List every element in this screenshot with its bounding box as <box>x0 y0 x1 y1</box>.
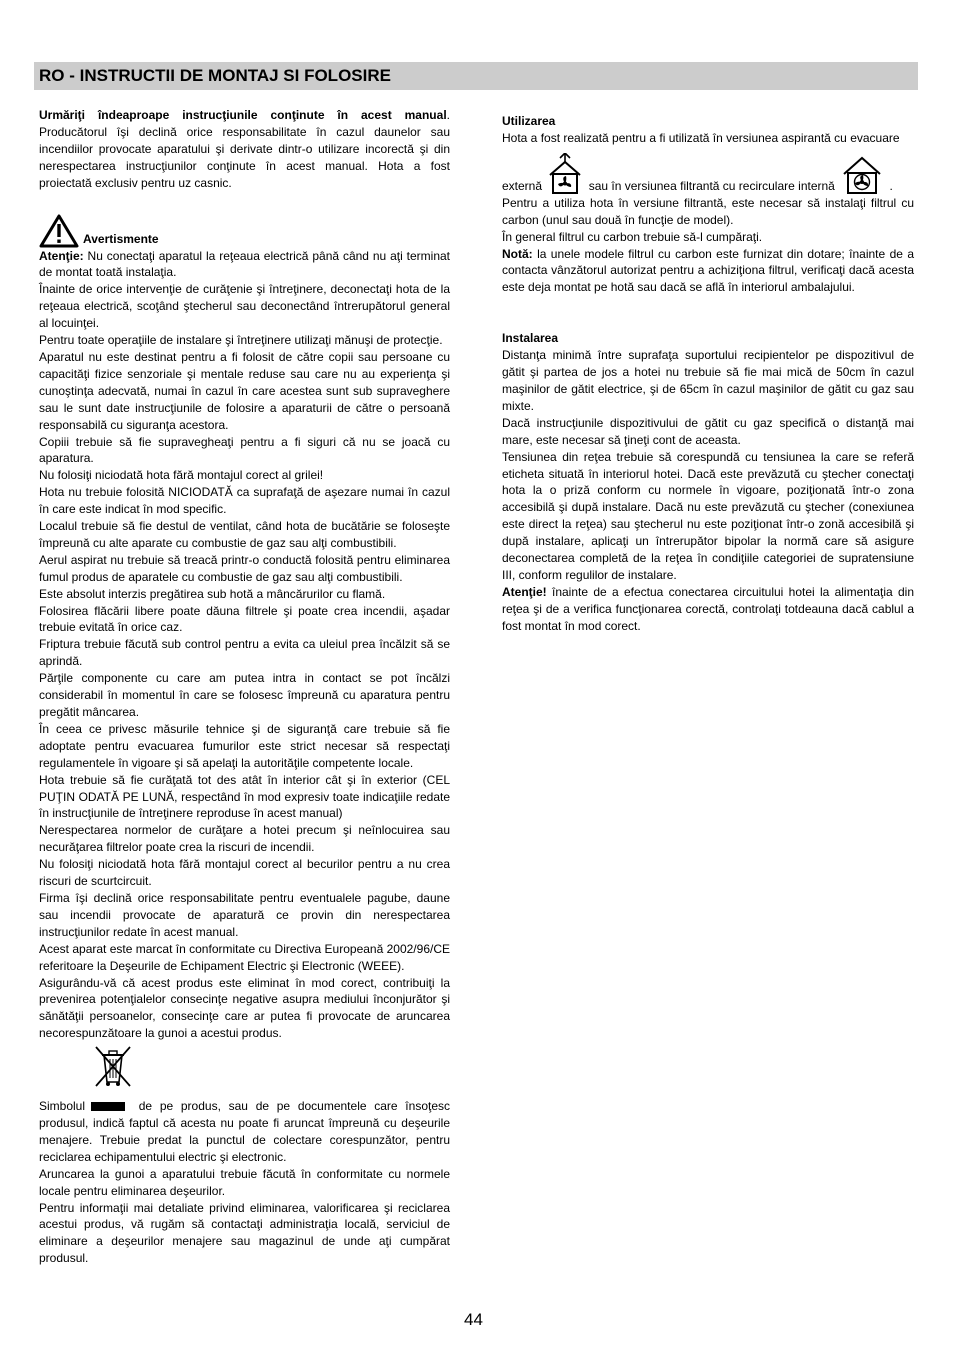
warning-paragraph: Friptura trebuie făcută sub control pentru a evita ca uleiul prea încălzit să se aprindă. <box>39 637 450 669</box>
warning-paragraph: Nu folosiţi niciodată hota fără montajul corect al grilei! <box>39 468 324 483</box>
intro-paragraph: Urmăriţi îndeaproape instrucţiunile conţinute în acest manual. Producătorul îşi declină orice responsabilitate în cazul daunelor sau incendiilor provocate aparatului şi derivate dintr-o utilizare incorectă şi din nerespectarea instrucţiunilor conţinute în acest manual. Hota a fost proiectată exclusiv pentru uz casnic. <box>39 108 450 190</box>
page-number: 44 <box>464 1310 483 1329</box>
installation-paragraph: Dacă instrucţiunile dispozitivului de gătit cu gaz specifică o distanţă mai mare, este necesar să ţineţi cont de aceasta. <box>502 415 914 447</box>
warnings-section <box>39 214 450 1043</box>
installation-section <box>502 330 914 634</box>
warning-paragraph: Hota nu trebuie folosită NICIODATĂ ca suprafaţă de aşezare numai în cazul în care este indicat în mod specific. <box>39 485 450 517</box>
installation-attention: Atenţie! înainte de a efectua conectarea circuitului hotei la alimentaţia din reţea şi de a verifica funcţionarea corectă, controlaţi totdeauna dacă cablul a fost montat în mod corect. <box>502 584 914 633</box>
usage-icons-line: externă sau în versiunea filtrantă cu recirculare internă . <box>502 153 914 195</box>
recirculation-house-fan-icon <box>841 155 883 195</box>
warning-paragraph: Hota trebuie să fie curăţată tot des atât în interior cât şi în exterior (CEL PUŢIN ODATĂ PE LUNĂ, respectând în mod expresiv toate indicaţiile redate în instrucţiunile de întreţinere reproduse în acest manual) <box>39 772 450 821</box>
left-column <box>39 107 450 1267</box>
usage-heading: Utilizarea <box>502 114 556 128</box>
disposal-paragraph: Aruncarea la gunoi a aparatului trebuie făcută în conformitate cu normele locale pentru eliminarea deşeurilor. <box>39 1166 450 1198</box>
right-column <box>502 113 914 635</box>
section-header <box>34 62 918 90</box>
warning-paragraph: Pentru toate operaţiile de instalare şi întreţinere utilizaţi mănuşi de protecţie. <box>39 333 443 348</box>
usage-paragraph: Pentru a utiliza hota în versiune filtrantă, este necesar să instalaţi filtrul cu carbon (unul sau două în funcţie de model). <box>502 195 914 227</box>
warning-paragraph: În ceea ce privesc măsurile tehnice şi de siguranţă care trebuie să fie adoptate pentru evacuarea fumurilor este strict necesar să respectaţi regulamentele în vigoare şi să apelaţi la autorităţile competente locale. <box>39 721 450 770</box>
warnings-heading: Avertismente <box>83 231 159 246</box>
warning-triangle-icon <box>39 214 79 248</box>
usage-paragraph: În general filtrul cu carbon trebuie să-l cumpăraţi. <box>502 229 763 244</box>
ducted-extraction-house-fan-icon <box>548 153 582 195</box>
warning-paragraph: Folosirea flăcării libere poate dăuna filtrele şi poate crea incendii, aşadar trebuie evitată în orice caz. <box>39 603 450 635</box>
warning-paragraph: Firma îşi declină orice responsabilitate pentru eventualele pagube, daune sau incendii provocate de aparatură ce provin din nerespectarea instrucţiunilor redate în acest manual. <box>39 890 450 939</box>
warning-paragraph: Aerul aspirat nu trebuie să treacă printr-o conductă folosită pentru eliminarea fumul produs de aparatele cu combustie de gaz sau alţi combustibili. <box>39 552 450 584</box>
disposal-section <box>39 1098 450 1267</box>
usage-section <box>502 113 914 296</box>
crossed-out-bin-icon <box>91 1044 135 1088</box>
warning-paragraph: Asigurându-vă că acest produs este eliminat în mod corect, contribuiţi la prevenirea potenţialelor consecinţe negative asupra mediului înconjurător şi sănătăţii persoanelor, consecinţe care ar putea fi provocate de aruncarea necorespunzătoare la gunoi a acestui produs. <box>39 975 450 1041</box>
usage-paragraph: Hota a fost realizată pentru a fi utilizată în versiunea aspirantă cu evacuare <box>502 130 900 145</box>
warning-paragraph: Nu folosiţi niciodată hota fără montajul corect al becurilor pentru a nu crea riscuri de scurtcircuit. <box>39 857 450 889</box>
warning-paragraph: Acest aparat este marcat în conformitate cu Directiva Europeană 2002/96/CE referitoare la Deşeurile de Echipament Electric şi Electronic (WEEE). <box>39 941 450 973</box>
section-title: RO - INSTRUCTII DE MONTAJ SI FOLOSIRE <box>39 66 391 85</box>
installation-heading: Instalarea <box>502 331 559 346</box>
warning-paragraph: Este absolut interzis pregătirea sub hotă a mâncărurilor cu flamă. <box>39 586 386 601</box>
warning-paragraph: Copiii trebuie să fie supravegheaţi pentru a fi siguri că nu se joacă cu aparatura. <box>39 434 450 466</box>
installation-paragraph: Tensiunea din reţea trebuie să corespundă cu tensiunea la care se referă eticheta situată în interiorul hotei. Dacă este prevăzută cu ştecher conectaţi hota la o priză conform cu normele în vigoare, poziţionată într-o zona accesibilă şi după instalare. Dacă nu este prevăzută cu ştecher (conexiunea este direct la reţea) sau ştecherul nu este poziţionat într-o zonă accesibilă şi după instalare, aplicaţi un întrerupător bipolar la normă care să asigure deconectarea completă de la reţea în condiţiile categoriei de supratensiune III, conform regulilor de instalare. <box>502 449 914 582</box>
symbol-bar <box>91 1102 125 1111</box>
warning-paragraph: Atenţie: Nu conectaţi aparatul la reţeaua electrică până când nu aţi terminat de montat toată instalaţia. <box>39 248 450 280</box>
warning-paragraph: Nerespectarea normelor de curăţare a hotei precum şi neînlocuirea sau necurăţarea filtrelor poate crea la riscuri de incendii. <box>39 823 450 855</box>
warning-paragraph: Localul trebuie să fie destul de ventilat, când hota de bucătărie se foloseşte împreună cu alte aparate cu combustie de gaz sau alţi combustibili. <box>39 519 450 550</box>
warning-paragraph: Părţile componente cu care am putea intra in contact se pot încălzi considerabil în momentul în care se folosesc împreună cu aparatura pentru pregătit mâncarea. <box>39 671 450 719</box>
warning-paragraph: Înainte de orice intervenţie de curăţenie şi întreţinere, deconectaţi hota de la reţeaua electrică, scoţând ştecherul sau deconectând întrerupătorul general al locuinţei. <box>39 282 450 331</box>
disposal-paragraph: Simbolul de pe produs, sau de pe documentele care însoţesc produsul, indică faptul că acesta nu poate fi aruncat împreună cu deşeurile menajere. Trebuie predat la punctul de colectare corespunzător, pentru reciclarea echipamentului electric şi electronic. <box>39 1099 450 1164</box>
warning-paragraph: Aparatul nu este destinat pentru a fi folosit de către copii sau persoane cu capacităţi fizice senzoriale şi mentale reduse sau care nu au experienţa şi cunoştinţa adecvată, numai în cazul în care acestea sunt sub supraveghere sau le sunt date instrucţiunile de folosire a aparaturii de către o persoană responsabilă cu siguranţa acestora. <box>39 349 450 432</box>
disposal-paragraph: Pentru informaţii mai detaliate privind eliminarea, valorificarea şi reciclarea acestui produs, vă rugăm să contactaţi administraţia locală, serviciul de eliminare a deşeurilor menajere sau magazinul de unde aţi cumpărat produsul. <box>39 1200 450 1266</box>
installation-paragraph: Distanţa minimă între suprafaţa suportului recipientelor pe dispozitivul de gătit şi partea de jos a hotei nu trebuie să fie mai mică de 50cm în cazul maşinilor de gătit electrice, şi de 65cm în cazul maşinilor de gătit cu gaz sau mixte. <box>502 348 914 413</box>
usage-note: Notă: la unele modele filtrul cu carbon este furnizat din dotare; înainte de a contacta vânzătorul autorizat pentru a achiziţiona filtrul, verificaţi dacă acesta este deja montat pe hotă sau dacă se află în interiorul ambalajului. <box>502 246 914 295</box>
warnings-heading-line <box>39 214 450 248</box>
